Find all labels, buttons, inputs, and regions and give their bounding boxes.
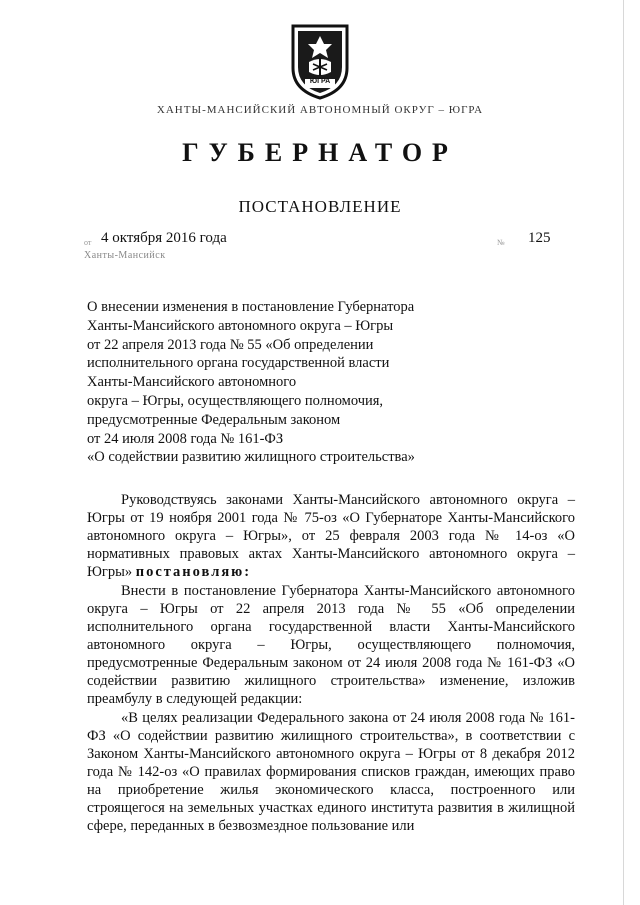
document-number: 125: [528, 230, 551, 246]
subject-block: [87, 298, 487, 467]
body-paragraph-legal-basis: [87, 491, 575, 581]
subject-line: Ханты-Мансийского автономного округа – Югры: [87, 317, 394, 334]
body-paragraph-amendment: Внести в постановление Губернатора Ханты-Мансийского автономного округа – Югры от 22 апреля 2013 года № 55 «Об определении исполнительного органа государственной власти Ханты-Мансийского автономного округа – Югры, осуществляющего полномочия, предусмотренные Федеральным законом от 24 июля 2008 года № 161-ФЗ «О содействии развитию жилищного строительства» изменение, изложив преамбулу в следующей редакции:: [87, 583, 575, 707]
subject-line: от 24 июля 2008 года № 161-ФЗ: [87, 430, 284, 447]
subject-line: округа – Югры, осуществляющего полномочия,: [87, 392, 384, 409]
date-prefix: от: [84, 238, 92, 247]
subject-line: Ханты-Мансийского автономного: [87, 374, 297, 391]
subject-line: О внесении изменения в постановление Губернатора: [87, 299, 415, 315]
subject-line: «О содействии развитию жилищного строительства»: [87, 449, 415, 466]
number-prefix: №: [497, 238, 505, 247]
document-type: ПОСТАНОВЛЕНИЕ: [238, 197, 402, 216]
page-edge-divider: [623, 0, 624, 905]
subject-line: предусмотренные Федеральным законом: [87, 411, 341, 428]
governor-heading: ГУБЕРНАТОР: [182, 138, 458, 167]
body-paragraph-preamble: «В целях реализации Федерального закона от 24 июля 2008 года № 161-ФЗ «О содействии развитию жилищного строительства», в соответствии с Законом Ханты-Мансийского автономного округа – Югры от 8 декабря 2012 года № 142-оз «О правилах формирования списков граждан, имеющих право на приобретение жилья экономического класса, построенного или строящегося на земельных участках единого института развития в жилищной сфере, переданных в безвозмездное пользование или: [87, 710, 575, 834]
coat-of-arms-emblem: [287, 20, 353, 100]
region-title: ХАНТЫ-МАНСИЙСКИЙ АВТОНОМНЫЙ ОКРУГ – ЮГРА: [156, 104, 484, 116]
document-body: [87, 491, 575, 835]
city-name: Ханты-Мансийск: [84, 250, 166, 261]
legal-basis-text: Руководствуясь законами Ханты-Мансийского автономного округа – Югры от 19 ноября 2001 года № 75-оз «О Губернаторе Ханты-Мансийского автономного округа – Югры», от 25 февраля 2003 года № 14-оз «О нормативных правовых актах Ханты-Мансийского автономного округа – Югры»: [87, 492, 575, 580]
resolve-keyword: постановляю:: [135, 564, 252, 580]
subject-line: исполнительного органа государственной власти: [87, 355, 390, 372]
emblem-text: ЮГРА: [309, 78, 331, 85]
document-date: 4 октября 2016 года: [101, 230, 227, 246]
subject-line: от 22 апреля 2013 года № 55 «Об определении: [87, 336, 374, 353]
